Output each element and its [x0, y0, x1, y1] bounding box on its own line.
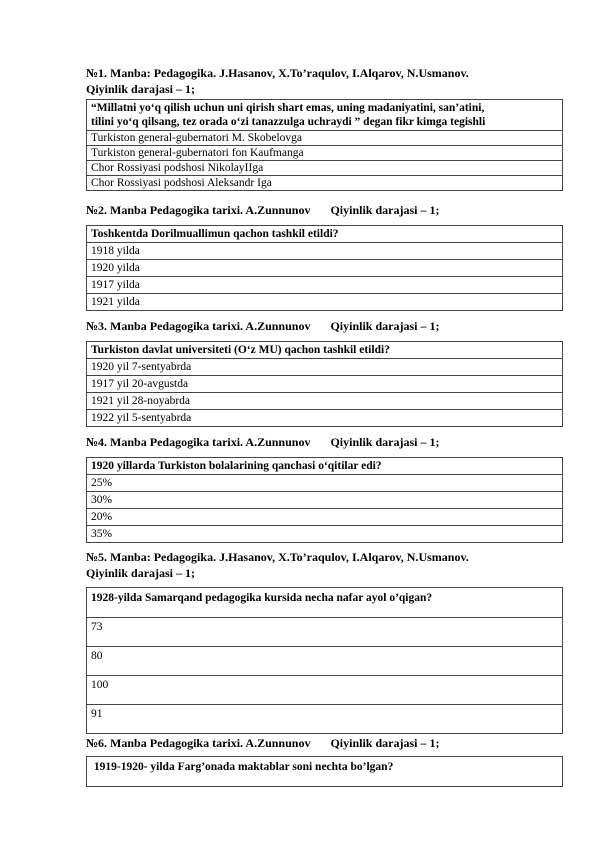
answer-option: 91	[87, 705, 563, 734]
question-4-header	[86, 434, 439, 450]
question-6-level: Qiyinlik darajasi – 1;	[330, 736, 440, 750]
question-5-text: 1928-yilda Samarqand pedagogika kursida necha nafar ayol o’qigan?	[87, 588, 563, 618]
question-4-text: 1920 yillarda Turkiston bolalarining qanchasi o‘qitilar edi?	[87, 458, 563, 475]
answer-option: 80	[87, 647, 563, 676]
answer-option: 73	[87, 618, 563, 647]
question-1-level: Qiyinlik darajasi – 1;	[86, 82, 196, 96]
question-2-table	[86, 225, 563, 311]
answer-option: Turkiston general-gubernatori fon Kaufmanga	[87, 146, 563, 161]
question-1-header	[86, 65, 469, 97]
question-3-level: Qiyinlik darajasi – 1;	[330, 319, 440, 333]
question-2-source: №2. Manba Pedagogika tarixi. A.Zunnunov	[86, 203, 311, 217]
question-6-source: №6. Manba Pedagogika tarixi. A.Zunnunov	[86, 736, 311, 750]
answer-option: 1920 yilda	[87, 260, 563, 277]
answer-option: Chor Rossiyasi podshosi NikolayIIga	[87, 161, 563, 176]
question-1-source: №1. Manba: Pedagogika. J.Hasanov, X.To’raqulov, I.Alqarov, N.Usmanov.	[86, 66, 469, 80]
question-5-level: Qiyinlik darajasi – 1;	[86, 566, 196, 580]
question-3-table	[86, 341, 563, 427]
question-row	[87, 100, 563, 131]
answer-option: 30%	[87, 492, 563, 509]
question-2-header	[86, 202, 439, 218]
question-6-header	[86, 735, 439, 751]
answer-option: 25%	[87, 475, 563, 492]
question-5-source: №5. Manba: Pedagogika. J.Hasanov, X.To’raqulov, I.Alqarov, N.Usmanov.	[86, 550, 469, 564]
answer-option: 1921 yilda	[87, 294, 563, 311]
answer-option: Chor Rossiyasi podshosi Aleksandr Iga	[87, 176, 563, 191]
answer-option: 35%	[87, 526, 563, 543]
question-3-text: Turkiston davlat universiteti (O‘z MU) qachon tashkil etildi?	[87, 342, 563, 359]
question-4-level: Qiyinlik darajasi – 1;	[330, 435, 440, 449]
question-1-text-line2: tilini yo‘q qilsang, tez orada o‘zi tanazzulga uchraydi ” degan fikr kimga tegishli	[91, 116, 486, 128]
question-4-source: №4. Manba Pedagogika tarixi. A.Zunnunov	[86, 435, 311, 449]
question-1-text-line1: “Millatni yo‘q qilish uchun uni qirish shart emas, uning madaniyatini, san’atini,	[91, 102, 485, 114]
question-4-table	[86, 457, 563, 543]
answer-option: 1921 yil 28-noyabrda	[87, 393, 563, 410]
answer-option: 20%	[87, 509, 563, 526]
answer-option: 1917 yil 20-avgustda	[87, 376, 563, 393]
question-5-header	[86, 549, 469, 581]
answer-option: 1922 yil 5-sentyabrda	[87, 410, 563, 427]
answer-option: 1918 yilda	[87, 243, 563, 260]
question-3-source: №3. Manba Pedagogika tarixi. A.Zunnunov	[86, 319, 311, 333]
answer-option: 100	[87, 676, 563, 705]
answer-option: 1917 yilda	[87, 277, 563, 294]
question-6-text: 1919-1920- yilda Farg’onada maktablar soni nechta bo’lgan?	[87, 757, 563, 787]
question-1-text	[87, 100, 563, 131]
question-6-table	[86, 756, 563, 787]
answer-option: 1920 yil 7-sentyabrda	[87, 359, 563, 376]
question-2-text: Toshkentda Dorilmuallimun qachon tashkil etildi?	[87, 226, 563, 243]
question-1-table	[86, 99, 563, 191]
question-5-table	[86, 587, 563, 734]
answer-option: Turkiston general-gubernatori M. Skobelovga	[87, 131, 563, 146]
question-2-level: Qiyinlik darajasi – 1;	[330, 203, 440, 217]
question-3-header	[86, 318, 439, 334]
